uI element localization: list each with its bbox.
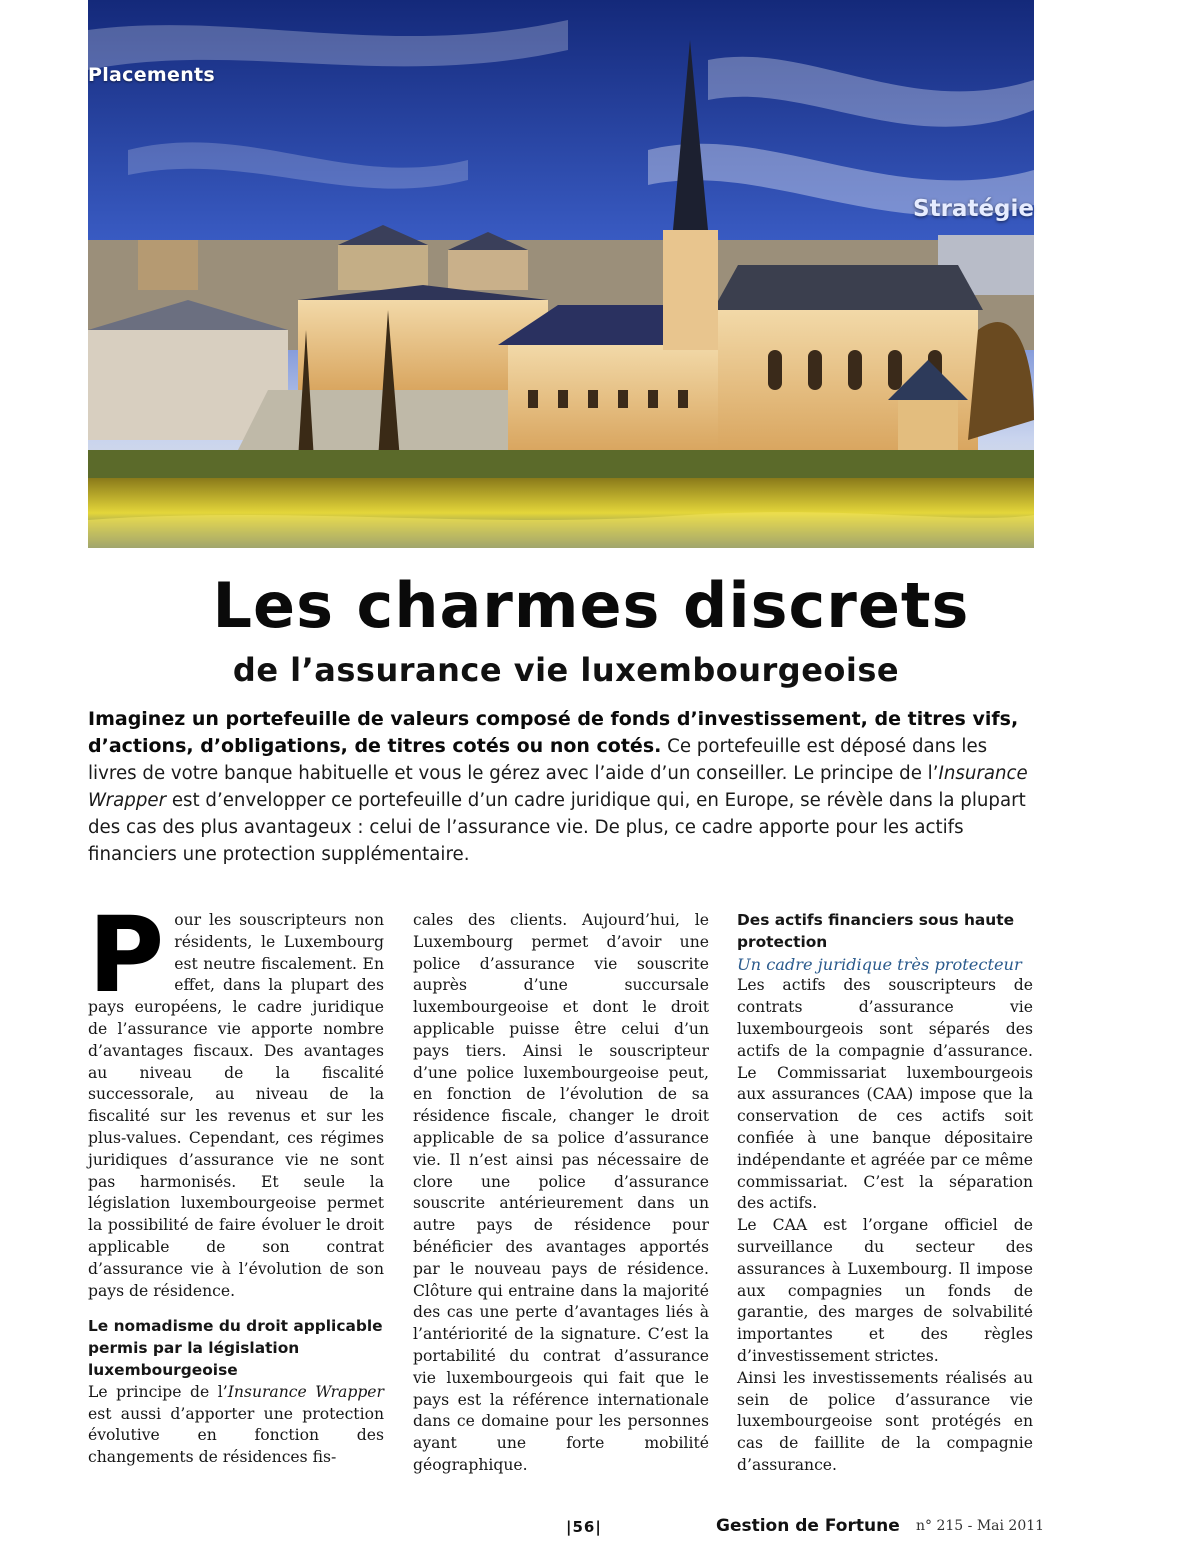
paragraph-emphasis: Insurance Wrapper xyxy=(227,1382,384,1401)
column-3 xyxy=(737,910,1033,1477)
article-title: Les charmes discrets xyxy=(212,569,970,642)
page-number: |56| xyxy=(566,1518,602,1536)
paragraph: Le CAA est l’organe officiel de surveillance du secteur des assurances à Luxembourg. Il impose aux compagnies un fonds de garantie, des marges de solvabilité importantes et des règles d’investissement strictes. xyxy=(737,1216,1033,1365)
paragraph-text: est aussi d’apporter une protection évolutive en fonction des changements de résidences fis- xyxy=(88,1404,384,1467)
publication-name: Gestion de Fortune xyxy=(716,1516,900,1536)
section-rubric: Un cadre juridique très protecteur xyxy=(737,954,1022,974)
intro-emphasis: Insurance Wrapper xyxy=(88,763,1028,811)
drop-cap: P xyxy=(88,894,165,1016)
subsection-label: Stratégie xyxy=(913,196,1034,222)
intro-text-2: est d’envelopper ce portefeuille d’un cadre juridique qui, en Europe, se révèle dans la plupart des cas des plus avantageux : celui de l’assurance vie. De plus, ce cadre apporte pour les actifs financiers une protection supplémentaire. xyxy=(88,790,1026,865)
column-2 xyxy=(413,910,709,1477)
article-subtitle: de l’assurance vie luxembourgeoise xyxy=(232,651,900,689)
paragraph: Les actifs des souscripteurs de contrats d’assurance vie luxembourgeois sont séparés des actifs de la compagnie d’assurance. Le Commissariat luxembourgeois aux assurances (CAA) impose que la conservation de ces actifs soit confiée à une banque dépositaire indépendante et agréée par ce même commissariat. C’est la séparation des actifs. xyxy=(737,976,1033,1213)
paragraph: Ainsi les investissements réalisés au sein de police d’assurance vie luxembourgeoise sont protégés en cas de faillite de la compagnie d’assurance. xyxy=(737,1368,1033,1474)
paragraph-text: our les souscripteurs non résidents, le Luxembourg est neutre fiscalement. En effet, dans la plupart des pays européens, le cadre juridique de l’assurance vie apporte nombre d’avantages fiscaux. Des avantages au niveau de la fiscalité successorale, au niveau de la fiscalité sur les revenus et sur les plus-values. Cependant, ces régimes juridiques d’assurance vie ne sont pas harmonisés. Et seule la législation luxembourgeoise permet la possibilité de faire évoluer le droit applicable de son contrat d’assurance vie à l’évolution de son pays de résidence. xyxy=(88,911,384,1300)
hero-photo xyxy=(88,0,1034,548)
section-label: Placements xyxy=(88,64,216,86)
paragraph: cales des clients. Aujourd’hui, le Luxembourg permet d’avoir une police d’assurance vie souscrite auprès d’une succursale luxembourgeoise et dont le droit applicable puisse être celui d’un pays tiers. Ainsi le souscripteur d’une police luxembourgeoise peut, en fonction de l’évolution de sa résidence fiscale, changer le droit applicable de sa police d’assurance vie. Il n’est ainsi pas nécessaire de clore une police d’assurance souscrite antérieurement dans un autre pays de résidence pour bénéficier des avantages apportés par le nouveau pays de résidence. Clôture qui entraine dans la majorité des cas une perte d’avantages liés à l’antériorité de la signature. C’est la portabilité du contrat d’assurance vie luxembourgeois qui fait que le pays est la référence internationale dans ce domaine pour les personnes ayant une forte mobilité géographique. xyxy=(413,911,709,1474)
intro-lead: Imaginez un portefeuille de valeurs composé de fonds d’investissement, de titres vifs, d’actions, d’obligations, de titres cotés ou non cotés. xyxy=(88,708,1019,757)
intro-text-1: Ce portefeuille est déposé dans les livres de votre banque habituelle et vous le gérez avec l’aide d’un conseiller. Le principe de l’ xyxy=(88,736,988,784)
article-intro xyxy=(88,706,1036,868)
section-heading: Des actifs financiers sous haute protection xyxy=(737,911,1015,951)
paragraph xyxy=(88,1382,384,1469)
paragraph xyxy=(88,894,384,1302)
section-heading: Le nomadisme du droit applicable permis par la législation luxembourgeoise xyxy=(88,1317,383,1379)
paragraph-text: Le principe de l’ xyxy=(88,1382,228,1401)
column-1 xyxy=(88,894,384,1469)
issue-info: n° 215 - Mai 2011 xyxy=(916,1518,1045,1534)
